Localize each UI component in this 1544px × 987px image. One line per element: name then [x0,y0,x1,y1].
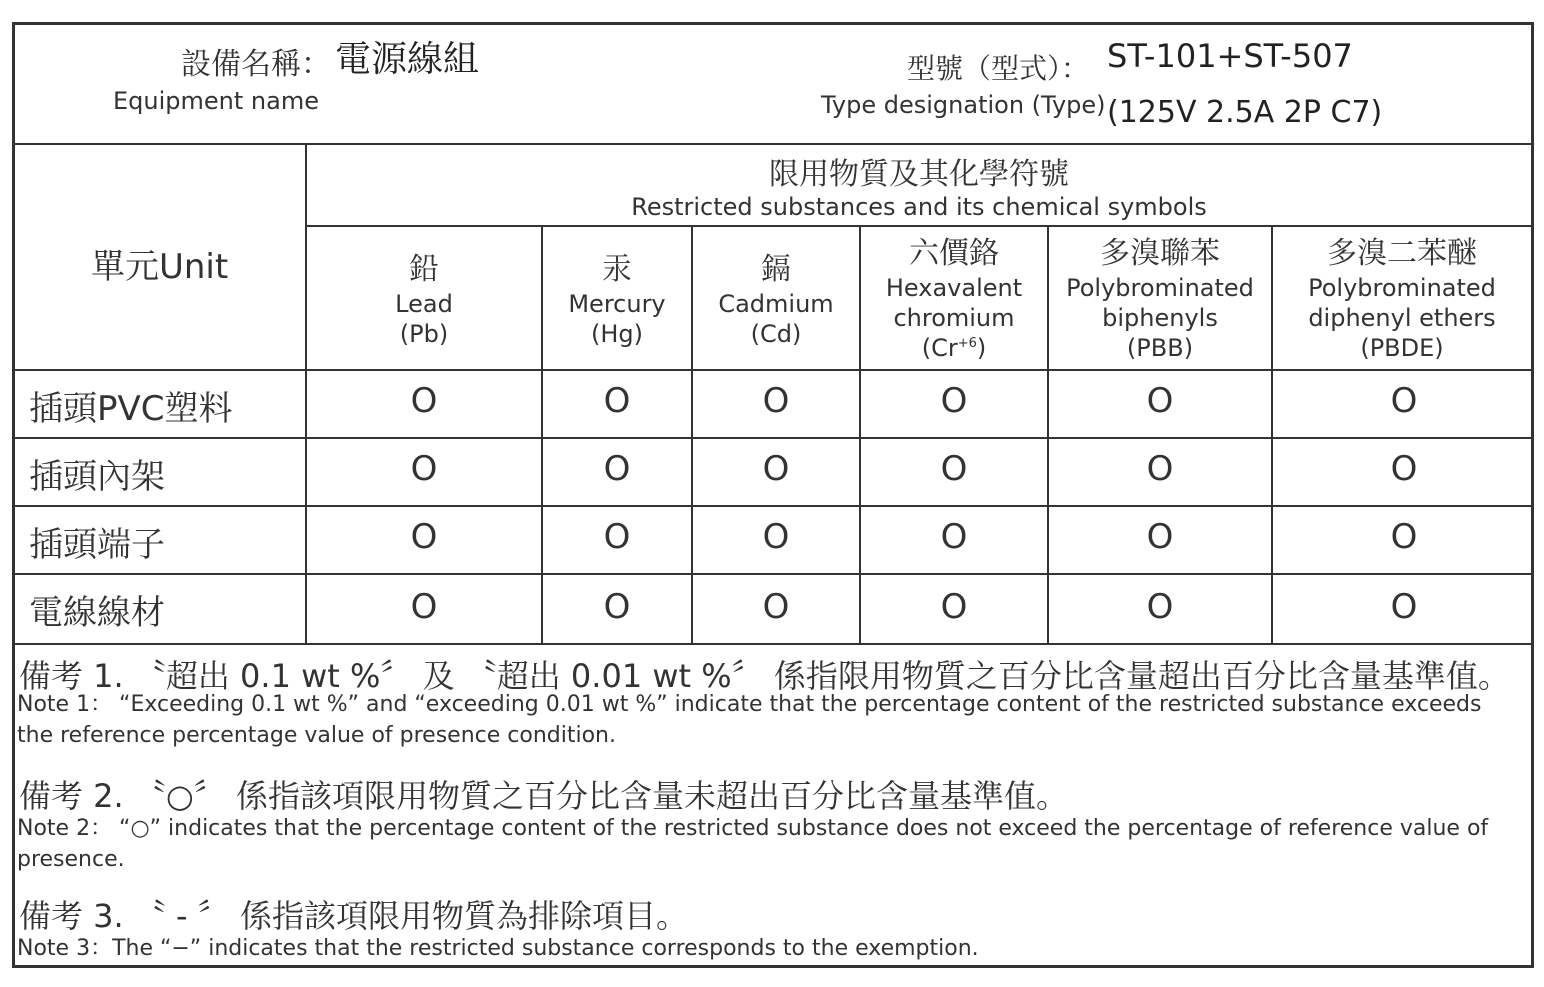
equipment-label-en: Equipment name [113,87,319,115]
mark-cell: O [762,587,790,627]
mark-cell: O [1146,587,1174,627]
col-en-2: chromium [893,303,1015,332]
mark-cell: O [410,517,438,557]
col-symbol: (Cd) [750,319,802,348]
mark-cell: O [762,449,790,489]
col-zh: 六價鉻 [909,236,999,271]
mark-cell: O [603,517,631,557]
col-en: Polybrominated [1308,273,1496,302]
mark-cell: O [410,381,438,421]
substance-title-divider [307,225,1531,227]
col-zh: 汞 [602,252,632,287]
note-3-en: Note 3：The “−” indicates that the restricted substance corresponds to the exemption. [17,936,979,961]
column-header-cadmium [693,251,859,349]
col-en-2: biphenyls [1102,303,1218,332]
note-2-en: Note 2： “○” indicates that the percentage content of the restricted substance does not exceed the percentage of reference value of presence. [17,816,1489,872]
mark-cell: O [1390,381,1418,421]
col-zh: 鎘 [761,252,791,287]
note-3-zh: 備考 3. 〝 - 〞 係指該項限用物質為排除項目。 [19,897,688,935]
mark-cell: O [603,381,631,421]
mark-cell: O [1146,517,1174,557]
col-zh: 多溴聯苯 [1100,236,1220,271]
equipment-name: 電源線組 [335,39,480,80]
mark-cell: O [1390,517,1418,557]
mark-cell: O [603,587,631,627]
mark-cell: O [940,517,968,557]
mark-cell: O [940,381,968,421]
type-spec: (125V 2.5A 2P C7) [1107,95,1383,130]
mark-cell: O [762,517,790,557]
restricted-title-zh: 限用物質及其化學符號 [769,157,1069,192]
type-label-en: Type designation (Type) [821,91,1106,119]
note-1-zh: 備考 1. 〝超出 0.1 wt %〞 及 〝超出 0.01 wt %〞 係指限用物質之百分比含量超出百分比含量基準值。 [19,657,1510,695]
type-value: ST-101+ST-507 [1107,37,1353,75]
mark-cell: O [1390,587,1418,627]
col-en: Polybrominated [1066,273,1254,302]
rohs-declaration-table [12,22,1534,968]
mark-cell: O [1390,449,1418,489]
header-divider [15,143,1531,145]
col-symbol-sup: +6 [957,335,977,351]
column-header-divider [15,369,1531,371]
col-en: Mercury [568,289,666,318]
col-en: Cadmium [718,289,834,318]
col-symbol-base: (Cr [921,333,958,362]
note-1-en: Note 1： “Exceeding 0.1 wt %” and “exceeding 0.01 wt %” indicate that the percentage content of the restricted substance exceeds the reference percentage value of presence condition. [17,692,1482,748]
mark-cell: O [410,449,438,489]
type-label-zh: 型號（型式）： [907,52,1090,85]
col-symbol: (PBDE) [1360,333,1444,362]
column-header-mercury [543,251,691,349]
mark-cell: O [410,587,438,627]
col-symbol: (Hg) [590,319,643,348]
col-zh: 多溴二苯醚 [1327,236,1477,271]
row-label-plug-pvc: 插頭PVC塑料 [29,389,233,429]
mark-cell: O [762,381,790,421]
col-zh: 鉛 [409,252,439,287]
restricted-title-en: Restricted substances and its chemical symbols [631,193,1207,221]
row-label-plug-terminal: 插頭端子 [29,525,165,565]
col-en: Lead [395,289,453,318]
equipment-label-zh: 設備名稱： [181,47,331,82]
row-label-cable-wire: 電線線材 [29,593,165,633]
row-divider-1 [15,437,1531,439]
col-symbol-end: ) [976,333,987,362]
column-header-lead [307,251,541,349]
mark-cell: O [1146,449,1174,489]
col-en: Hexavalent [885,273,1023,302]
column-header-pbde [1273,235,1531,363]
row-divider-3 [15,573,1531,575]
mark-cell: O [1146,381,1174,421]
table-bottom-divider [15,643,1531,645]
col-symbol [861,333,1047,363]
col-en-2: diphenyl ethers [1308,303,1496,332]
column-header-pbb [1049,235,1271,363]
unit-header: 單元Unit [91,247,229,287]
col-symbol: (Pb) [399,319,449,348]
note-2-zh: 備考 2. 〝○〞 係指該項限用物質之百分比含量未超出百分比含量基準值。 [19,777,1068,815]
column-header-hexavalent-chromium [861,235,1047,363]
col-symbol: (PBB) [1126,333,1194,362]
mark-cell: O [603,449,631,489]
row-label-plug-inner-frame: 插頭內架 [29,457,165,497]
mark-cell: O [940,587,968,627]
row-divider-2 [15,505,1531,507]
mark-cell: O [940,449,968,489]
